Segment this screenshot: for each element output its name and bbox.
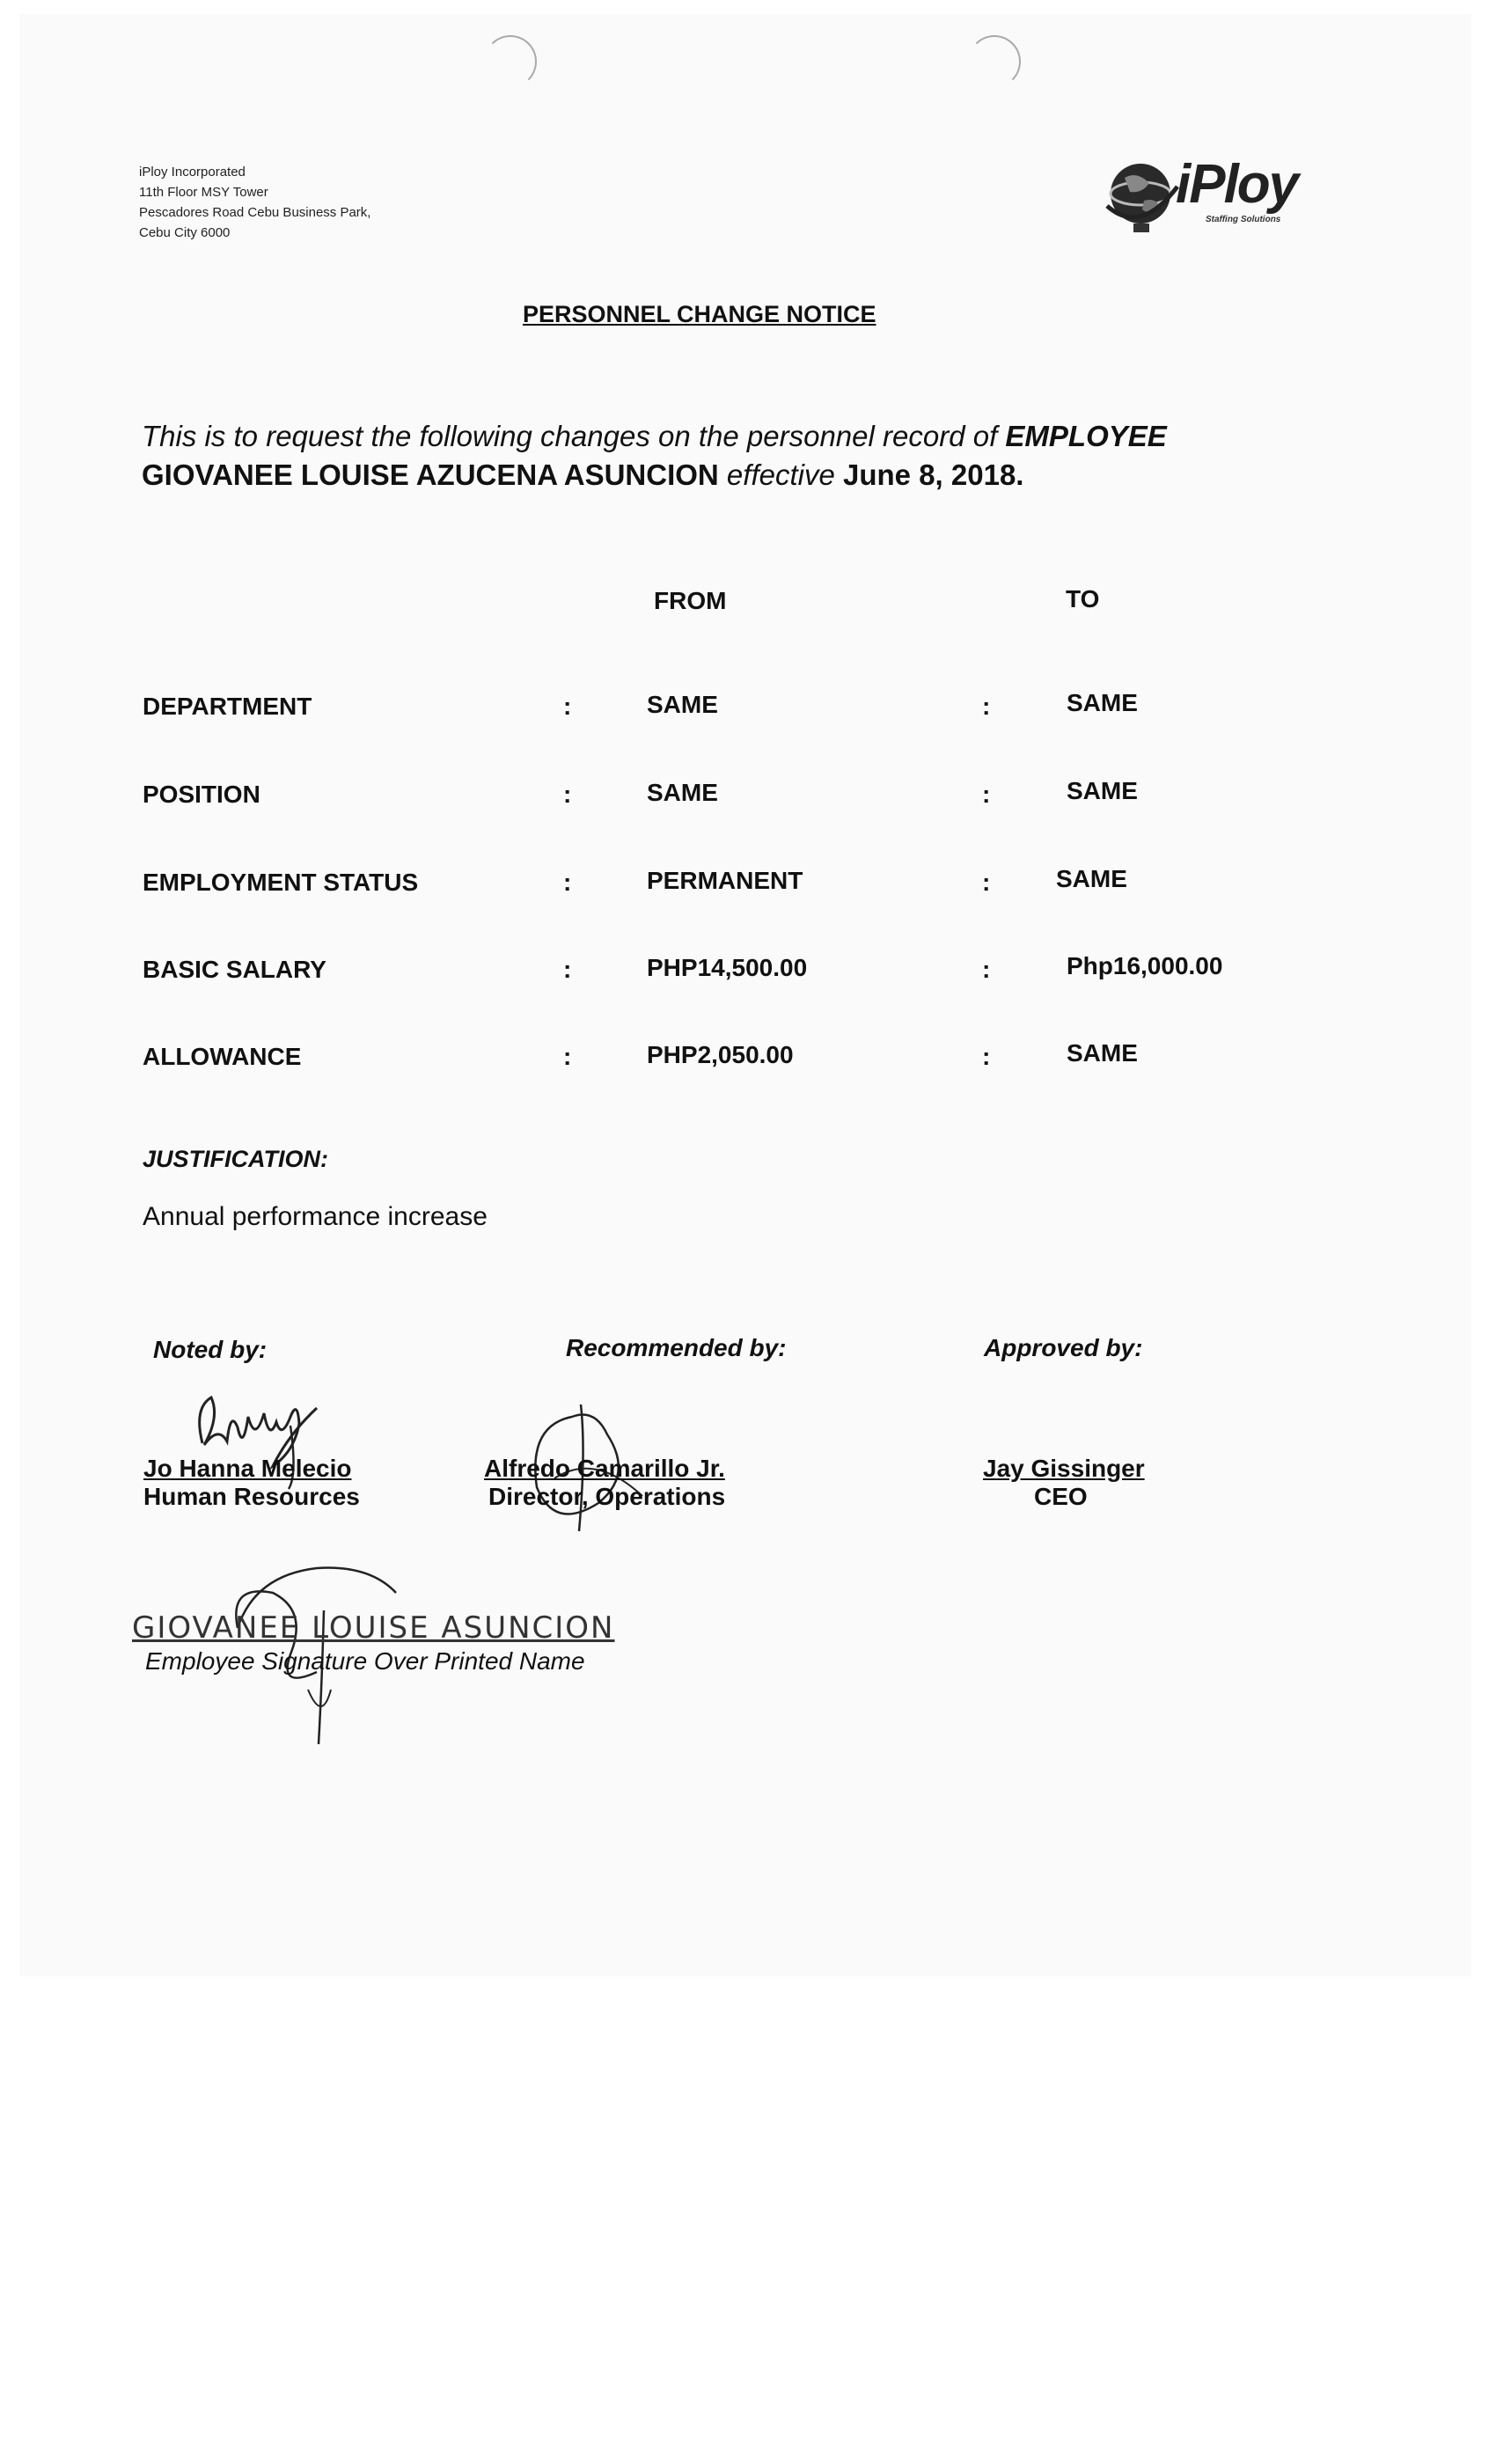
recommended-by-heading: Recommended by: — [566, 1334, 787, 1361]
logo-wordmark: iPloy — [1176, 154, 1298, 215]
row-from-value: PERMANENT — [647, 867, 803, 894]
noted-signatory-title: Human Resources — [143, 1483, 360, 1510]
row-from-value: SAME — [647, 779, 718, 806]
document-title: PERSONNEL CHANGE NOTICE — [523, 301, 876, 327]
address-line-2: Pescadores Road Cebu Business Park, — [139, 205, 371, 220]
row-to-value: SAME — [1067, 777, 1138, 804]
row-to-value: SAME — [1056, 865, 1127, 892]
from-header: FROM — [654, 587, 727, 614]
punch-hole-right — [968, 35, 1021, 88]
punch-hole-left — [484, 35, 537, 88]
to-header: TO — [1066, 585, 1100, 612]
row-colon-to: : — [982, 693, 991, 720]
intro-text-1: This is to request the following changes on the personnel record of — [142, 420, 1006, 452]
row-colon-to: : — [982, 956, 991, 983]
row-label-position: POSITION — [143, 781, 260, 808]
row-to-value: SAME — [1067, 689, 1138, 716]
row-to-value: SAME — [1067, 1039, 1138, 1067]
row-from-value: PHP2,050.00 — [647, 1041, 794, 1068]
row-colon-from: : — [563, 693, 572, 720]
approved-by-heading: Approved by: — [984, 1334, 1143, 1361]
approved-signatory-name: Jay Gissinger — [983, 1455, 1145, 1482]
intro-paragraph — [142, 417, 1167, 495]
justification-label: JUSTIFICATION: — [143, 1146, 328, 1172]
effective-date: June 8, 2018. — [843, 458, 1024, 491]
row-to-value: Php16,000.00 — [1067, 952, 1223, 979]
intro-text-effective: effective — [718, 458, 843, 491]
row-colon-from: : — [563, 956, 572, 983]
noted-by-heading: Noted by: — [153, 1336, 268, 1363]
row-colon-to: : — [982, 1043, 991, 1070]
company-name: iPloy Incorporated — [139, 165, 246, 180]
row-label-department: DEPARTMENT — [143, 693, 312, 720]
address-line-1: 11th Floor MSY Tower — [139, 185, 268, 200]
company-address — [139, 162, 370, 243]
row-from-value: PHP14,500.00 — [647, 954, 808, 981]
row-colon-from: : — [563, 869, 572, 896]
row-from-value: SAME — [647, 691, 718, 718]
intro-text-employee: EMPLOYEE — [1005, 420, 1167, 452]
approved-signatory-title: CEO — [1034, 1483, 1088, 1510]
globe-icon — [1098, 151, 1186, 239]
row-label-employment-status: EMPLOYMENT STATUS — [143, 869, 419, 896]
recommended-signatory-title: Director, Operations — [488, 1483, 726, 1510]
row-colon-to: : — [982, 869, 991, 896]
justification-text: Annual performance increase — [143, 1202, 488, 1231]
recommended-signatory-name: Alfredo Camarillo Jr. — [484, 1455, 725, 1482]
row-label-basic-salary: BASIC SALARY — [143, 956, 326, 983]
employee-handwritten-name: GIOVANEE LOUISE ASUNCION — [132, 1610, 615, 1646]
row-colon-to: : — [982, 781, 991, 808]
employee-name: GIOVANEE LOUISE AZUCENA ASUNCION — [142, 458, 719, 491]
row-label-allowance: ALLOWANCE — [143, 1043, 302, 1070]
row-colon-from: : — [563, 781, 572, 808]
row-colon-from: : — [563, 1043, 572, 1070]
company-logo — [1098, 148, 1318, 245]
noted-signatory-name: Jo Hanna Melecio — [143, 1455, 352, 1482]
address-line-3: Cebu City 6000 — [139, 225, 231, 240]
employee-signature-caption: Employee Signature Over Printed Name — [145, 1647, 585, 1675]
logo-tagline: Staffing Solutions — [1206, 215, 1281, 224]
